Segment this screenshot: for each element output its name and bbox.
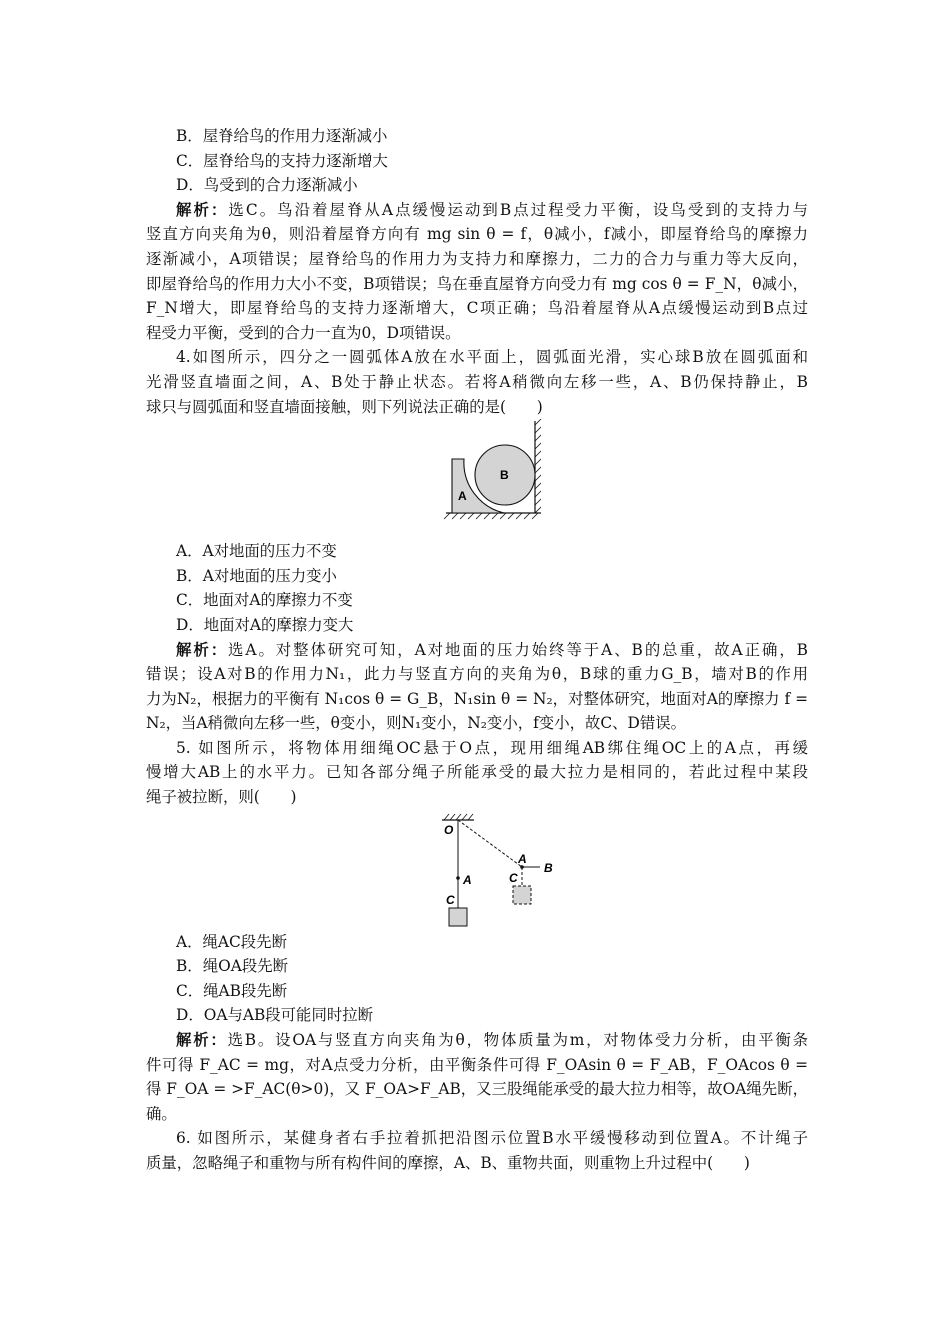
q4-option-c[interactable]: C．地面对A的摩擦力不变 [176,591,353,610]
q5-label-b: B [544,860,553,875]
q5-stem-line-2: 慢增大AB上的水平力。已知各部分绳子所能承受的最大拉力是相同的，若此过程中某段 [146,763,808,782]
q4-figure-block [146,419,808,539]
document-page [146,124,808,1176]
q3-option-b[interactable]: B．屋脊给鸟的作用力逐渐减小 [176,127,388,145]
q3-answer-line-3: 逐渐减小，A项错误；屋脊给鸟的作用力为支持力和摩擦力，二力的合力与重力等大反向， [146,249,808,268]
q4-answer-line-2: 错误；设A对B的作用力N₁，此力与竖直方向的夹角为θ，B球的重力G_B，墙对B的作用 [146,665,808,684]
q6-stem-line-1: 6. 如图所示，某健身者右手拉着抓把沿图示位置B水平缓慢移动到位置A。不计绳子 [176,1129,808,1148]
q5-answer-label: 解析： [176,1031,228,1050]
q5-answer-line-4: 确。 [146,1104,177,1123]
q5-answer-line-3: 得 F_OA = >F_AC(θ>0)，又 F_OA>F_AB，又三股绳能承受的最大拉力相等，故OA绳先断， [146,1080,808,1099]
q3-option-d[interactable]: D．鸟受到的合力逐渐减小 [176,176,358,195]
q5-label-a2: A [518,851,527,866]
q4-answer-line-3: 力为N₂，根据力的平衡有 N₁cos θ = G_B，N₁sin θ = N₂，对整体研究，地面对A的摩擦力 f = [146,689,808,708]
q4-option-b[interactable]: B．A对地面的压力变小 [176,566,337,585]
q4-stem-line-1: 4.如图所示，四分之一圆弧体A放在水平面上，圆弧面光滑，实心球B放在圆弧面和 [176,348,808,367]
q4-option-a[interactable]: A．A对地面的压力不变 [176,542,337,561]
q4-answer-line-4: N₂，当A稍微向左移一些，θ变小，则N₁变小，N₂变小，f变小，故C、D错误。 [146,714,687,733]
q5-label-c2: C [509,870,518,885]
q3-answer-line-4: 即屋脊给鸟的作用力大小不变，B项错误；鸟在垂直屋脊方向受力有 mg cos θ = F_N，θ减小， [146,274,808,293]
q3-answer-line-5: F_N增大，即屋脊给鸟的支持力逐渐增大，C项正确；鸟沿着屋脊从A点缓慢运动到B点过 [146,299,808,318]
q3-answer-label: 解析： [176,200,229,219]
q5-label-o: O [444,822,454,837]
q4-label-a: A [458,489,467,504]
q4-label-b: B [500,468,509,483]
q5-answer-line-1: 解析：选B。设OA与竖直方向夹角为θ，物体质量为m，对物体受力分析，由平衡条 [176,1031,808,1050]
q5-weight-1 [449,908,467,926]
q5-figure [436,812,566,932]
q5-option-b[interactable]: B．绳OA段先断 [176,957,288,976]
q3-option-c[interactable]: C．屋脊给鸟的支持力逐渐增大 [176,151,388,170]
q5-answer-line-2: 件可得 F_AC = mg，对A点受力分析，由平衡条件可得 F_OAsin θ = F_AB，F_OAcos θ = [146,1055,808,1074]
q5-weight-2 [513,886,531,904]
q3-answer-line-1: 解析：选C。鸟沿着屋脊从A点缓慢运动到B点过程受力平衡，设鸟受到的支持力与 [176,200,808,219]
q4-answer-label: 解析： [176,640,229,659]
q5-option-d[interactable]: D．OA与AB段可能同时拉断 [176,1006,374,1025]
q3-answer-line-6: 程受力平衡，受到的合力一直为0，D项错误。 [146,323,461,342]
q4-option-d[interactable]: D．地面对A的摩擦力变大 [176,615,354,634]
q5-option-c[interactable]: C．绳AB段先断 [176,981,288,1000]
q5-stem-line-1: 5. 如图所示，将物体用细绳OC悬于O点，现用细绳AB绑住绳OC上的A点，再缓 [176,738,808,757]
q5-label-a1: A [463,872,472,887]
q5-label-c1: C [446,892,455,907]
q5-option-a[interactable]: A．绳AC段先断 [176,932,287,951]
q4-figure [442,419,552,539]
q4-stem-line-2: 光滑竖直墙面之间，A、B处于静止状态。若将A稍微向左移一些，A、B仍保持静止，B [146,372,808,391]
q5-figure-block [146,810,808,930]
q4-answer-line-1: 解析：选A。对整体研究可知，A对地面的压力始终等于A、B的总重，故A正确，B [176,640,808,659]
q6-stem-line-2: 质量，忽略绳子和重物与所有构件间的摩擦，A、B、重物共面，则重物上升过程中( ) [146,1154,750,1172]
q3-answer-line-2: 竖直方向夹角为θ，则沿着屋脊方向有 mg sin θ = f，θ减小，f减小，即屋脊给鸟的摩擦力 [146,225,808,244]
q4-stem-line-3: 球只与圆弧面和竖直墙面接触，则下列说法正确的是( ) [146,397,543,416]
q5-stem-line-3: 绳子被拉断，则( ) [146,788,297,807]
